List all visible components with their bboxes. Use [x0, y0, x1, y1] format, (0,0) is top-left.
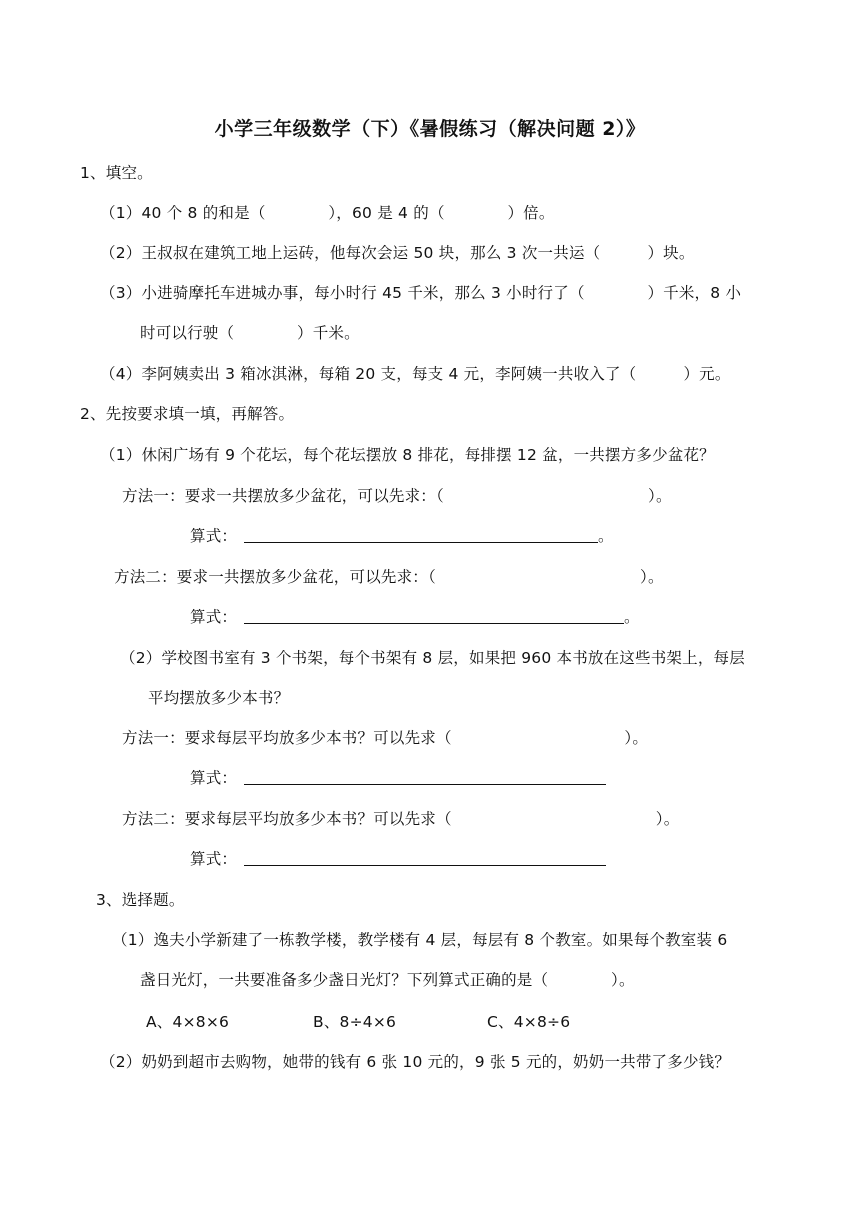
section-3-heading: 3、选择题。 [96, 891, 185, 909]
s2-q2-method-2: 方法二：要求每层平均放多少本书？可以先求（ ）。 [122, 810, 680, 828]
section-2-heading: 2、先按要求填一填，再解答。 [80, 405, 295, 423]
s2-question-2-line-1: （2）学校图书室有 3 个书架，每个书架有 8 层，如果把 960 本书放在这些书架上，每层 [120, 649, 745, 667]
s2-q2-method-1: 方法一：要求每层平均放多少本书？可以先求（ ）。 [122, 729, 649, 747]
s3-question-1-line-1: （1）逸夫小学新建了一栋教学楼，教学楼有 4 层，每层有 8 个教室。如果每个教室装 6 [112, 931, 728, 949]
s1-question-2: （2）王叔叔在建筑工地上运砖，他每次会运 50 块，那么 3 次一共运（ ）块。 [100, 244, 695, 262]
answer-line [244, 542, 598, 543]
page-title: 小学三年级数学（下）《暑假练习（解决问题 2）》 [214, 118, 646, 140]
section-1-heading: 1、填空。 [80, 164, 153, 182]
s1-question-3-line-2: 时可以行驶（ ）千米。 [140, 324, 360, 342]
s2-q2-formula-1-label: 算式： [190, 769, 238, 787]
option-b: B、8÷4×6 [313, 1013, 397, 1031]
s2-question-2-line-2: 平均摆放多少本书？ [148, 689, 290, 707]
option-a: A、4×8×6 [146, 1013, 230, 1031]
s3-question-1-line-2: 盏日光灯，一共要准备多少盏日光灯？下列算式正确的是（ ）。 [140, 971, 635, 989]
option-c: C、4×8÷6 [487, 1013, 571, 1031]
s2-q2-formula-2-label: 算式： [190, 850, 238, 868]
answer-line [244, 784, 606, 785]
s2-q1-method-1: 方法一：要求一共摆放多少盆花，可以先求：（ ）。 [122, 487, 672, 505]
s2-q1-formula-2-label: 算式： [190, 608, 238, 626]
s2-q1-formula-2-end: 。 [624, 608, 640, 626]
s2-q1-formula-1-label: 算式： [190, 527, 238, 545]
s1-question-4: （4）李阿姨卖出 3 箱冰淇淋，每箱 20 支，每支 4 元，李阿姨一共收入了（ ）元。 [100, 365, 731, 383]
s2-question-1: （1）休闲广场有 9 个花坛，每个花坛摆放 8 排花，每排摆 12 盆，一共摆方多少盆花？ [100, 446, 715, 464]
answer-line [244, 623, 624, 624]
s2-q1-formula-1-end: 。 [598, 527, 614, 545]
s1-question-3-line-1: （3）小进骑摩托车进城办事，每小时行 45 千米，那么 3 小时行了（ ）千米，8 小 [100, 284, 742, 302]
answer-line [244, 865, 606, 866]
s2-q1-method-2: 方法二：要求一共摆放多少盆花，可以先求：（ ）。 [114, 568, 664, 586]
s3-question-2: （2）奶奶到超市去购物，她带的钱有 6 张 10 元的，9 张 5 元的，奶奶一共带了多少钱？ [100, 1053, 731, 1071]
s1-question-1: （1）40 个 8 的和是（ ），60 是 4 的（ ）倍。 [100, 204, 555, 222]
